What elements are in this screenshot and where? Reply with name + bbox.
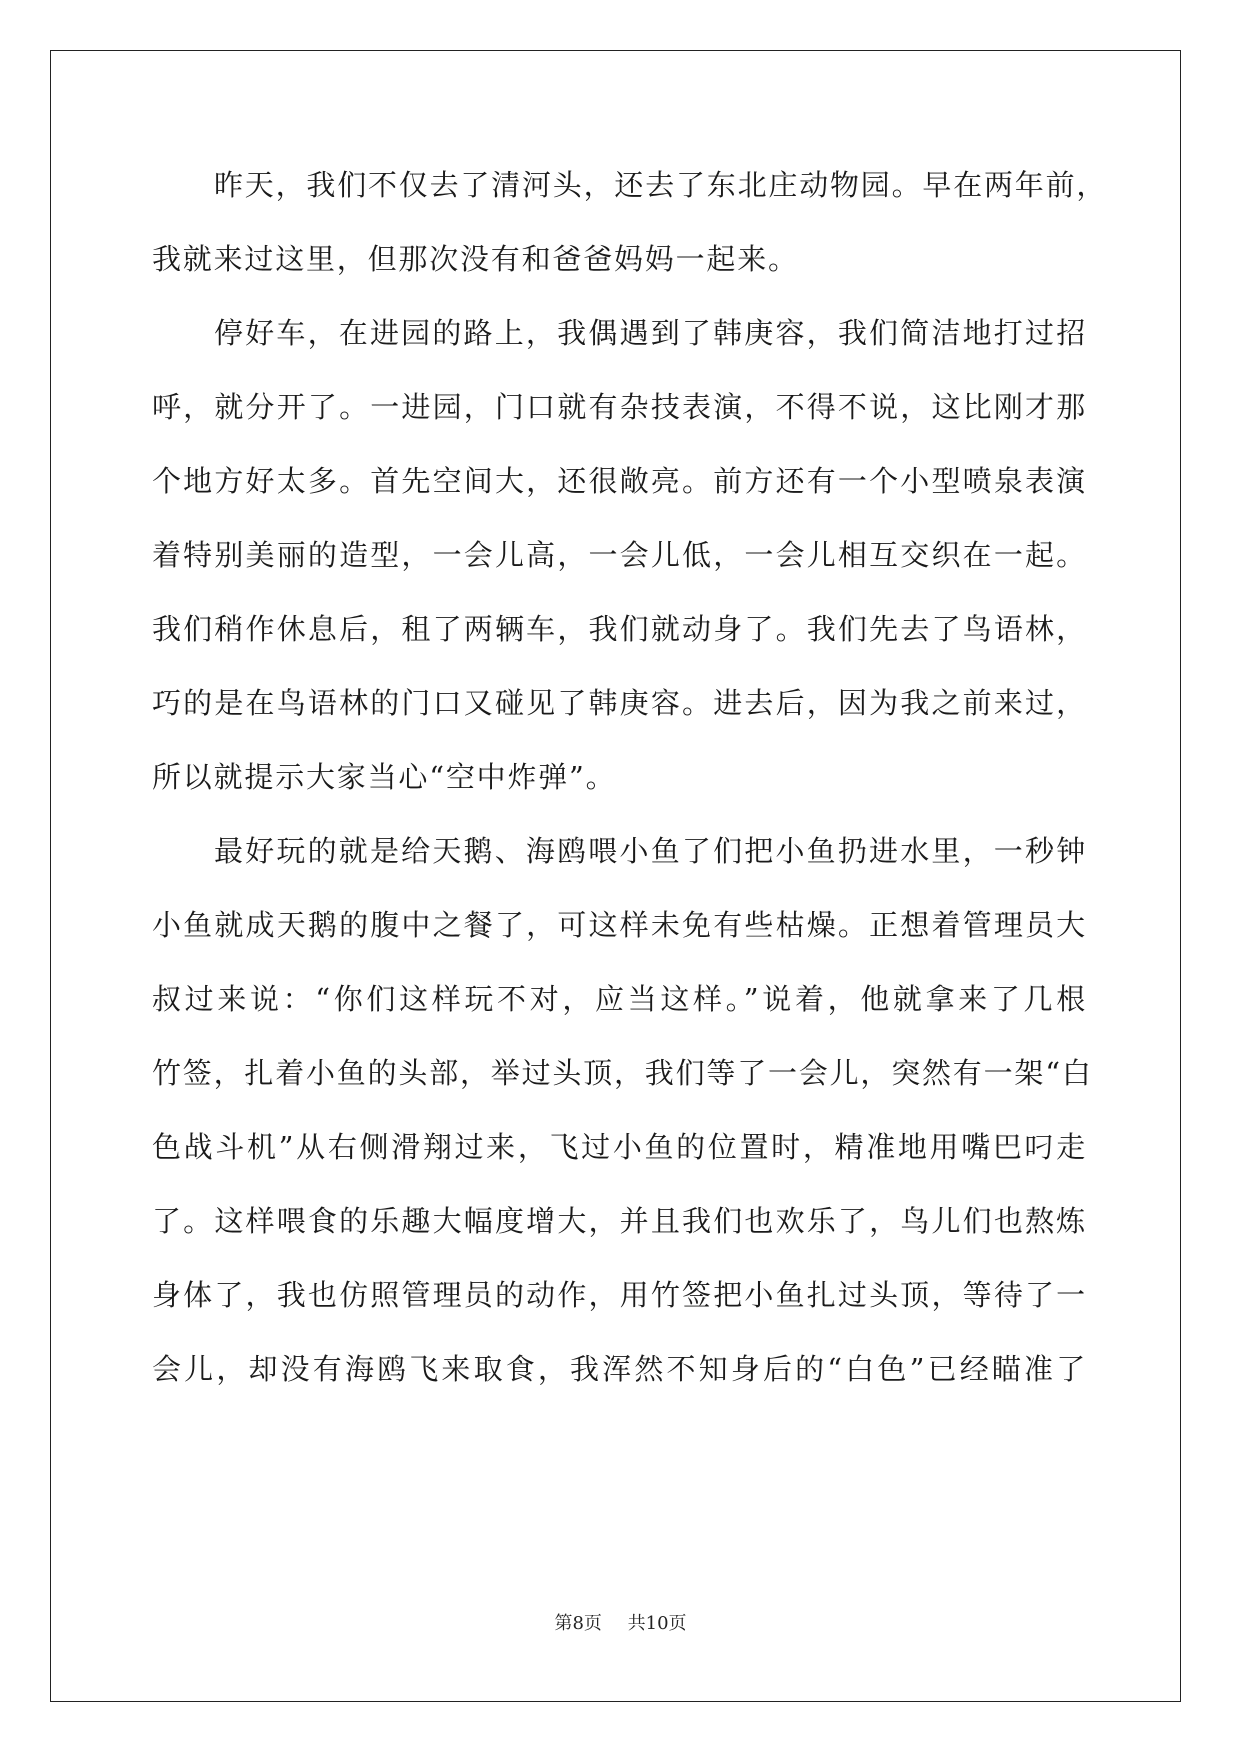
text-line: 小鱼就成天鹅的腹中之餐了，可这样未免有些枯燥。正想着管理员大 [152, 908, 1087, 942]
text-line: 巧的是在鸟语林的门口又碰见了韩庚容。进去后，因为我之前来过， [152, 686, 1087, 720]
text-line: 呼，就分开了。一进园，门口就有杂技表演，不得不说，这比刚才那 [152, 390, 1087, 424]
text-line: 所以就提示大家当心“空中炸弹”。 [152, 760, 617, 794]
text-line: 昨天，我们不仅去了清河头，还去了东北庄动物园。早在两年前， [214, 168, 1108, 202]
text-line: 个地方好太多。首先空间大，还很敞亮。前方还有一个小型喷泉表演 [152, 464, 1087, 498]
text-line: 色战斗机”从右侧滑翔过来，飞过小鱼的位置时，精准地用嘴巴叼走 [152, 1130, 1087, 1164]
text-line: 停好车，在进园的路上，我偶遇到了韩庚容，我们简洁地打过招 [214, 316, 1087, 350]
text-line: 了。这样喂食的乐趣大幅度增大，并且我们也欢乐了，鸟儿们也熬炼 [152, 1204, 1087, 1238]
text-line: 会儿，却没有海鸥飞来取食，我浑然不知身后的“白色”已经瞄准了 [152, 1352, 1087, 1386]
text-line: 竹签，扎着小鱼的头部，举过头顶，我们等了一会儿，突然有一架“白 [152, 1056, 1093, 1090]
page-total: 共10页 [627, 1613, 687, 1634]
page-footer [0, 1612, 1241, 1636]
page-number: 第8页 [554, 1613, 602, 1634]
document-body [152, 168, 1108, 1426]
text-line: 我就来过这里，但那次没有和爸爸妈妈一起来。 [152, 242, 799, 276]
text-line: 着特别美丽的造型，一会儿高，一会儿低，一会儿相互交织在一起。 [152, 538, 1087, 572]
text-line: 我们稍作休息后，租了两辆车，我们就动身了。我们先去了鸟语林， [152, 612, 1087, 646]
text-line: 叔过来说：“你们这样玩不对，应当这样。”说着，他就拿来了几根 [152, 982, 1087, 1016]
text-line: 身体了，我也仿照管理员的动作，用竹签把小鱼扎过头顶，等待了一 [152, 1278, 1087, 1312]
text-line: 最好玩的就是给天鹅、海鸥喂小鱼了们把小鱼扔进水里，一秒钟 [214, 834, 1087, 868]
